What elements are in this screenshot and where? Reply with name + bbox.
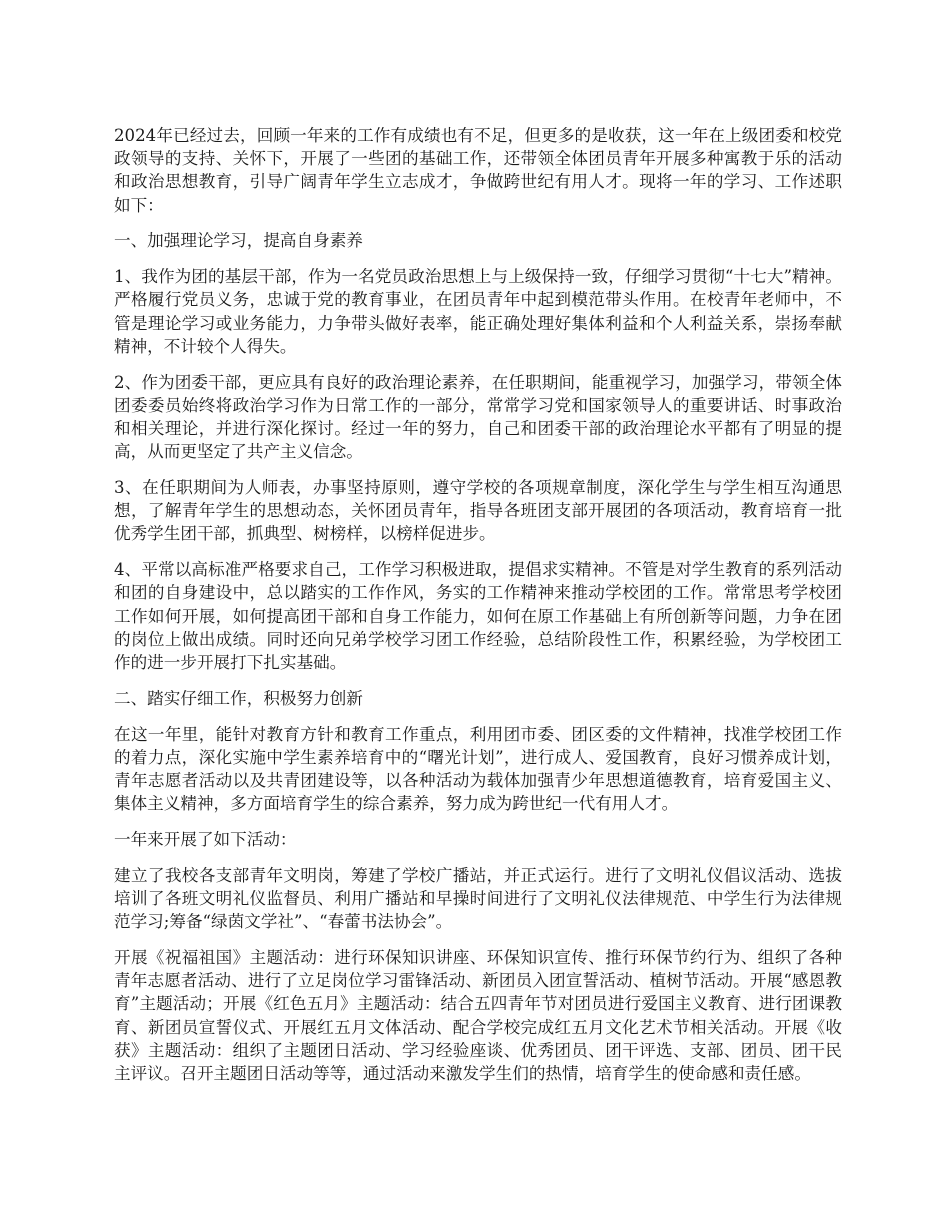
section-heading-2: 二、踏实仔细工作，积极努力创新 bbox=[114, 688, 363, 708]
paragraph-item-4: 4、平常以高标准严格要求自己，工作学习积极进取，提倡求实精神。不管是对学生教育的系列活动和团的自身建设中，总以踏实的工作作风，务实的工作精神来推动学校团的工作。常常思考学校团工作如何开展，如何提高团干部和自身工作能力，如何在原工作基础上有所创新等问题，力争在团的岗位上做出成绩。同时还向兄弟学校学习团工作经验，总结阶段性工作，积累经验，为学校团工作的进一步开展打下扎实基础。 bbox=[114, 560, 842, 673]
document-body bbox=[114, 124, 842, 1098]
intro-paragraph: 2024年已经过去，回顾一年来的工作有成绩也有不足，但更多的是收获，这一年在上级团委和校党政领导的支持、关怀下，开展了一些团的基础工作，还带领全体团员青年开展多种寓教于乐的活动和政治思想教育，引导广阔青年学生立志成才，争做跨世纪有用人才。现将一年的学习、工作述职如下： bbox=[114, 126, 842, 215]
activities-paragraph-1: 建立了我校各支部青年文明岗，筹建了学校广播站，并正式运行。进行了文明礼仪倡议活动、选拔培训了各班文明礼仪监督员、利用广播站和早操时间进行了文明礼仪法律规范、中学生行为法律规范学习;筹备“绿茵文学社”、“春蕾书法协会”。 bbox=[114, 865, 842, 932]
section-2-paragraph: 在这一年里，能针对教育方针和教育工作重点，利用团市委、团区委的文件精神，找准学校团工作的着力点，深化实施中学生素养培育中的“曙光计划”，进行成人、爱国教育，良好习惯养成计划，青年志愿者活动以及共青团建设等，以各种活动为载体加强青少年思想道德教育，培育爱国主义、集体主义精神，多方面培育学生的综合素养，努力成为跨世纪一代有用人才。 bbox=[114, 724, 842, 814]
activities-intro: 一年来开展了如下活动： bbox=[114, 830, 297, 850]
section-heading-1: 一、加强理论学习，提高自身素养 bbox=[114, 231, 363, 251]
paragraph-item-1: 1、我作为团的基层干部，作为一名党员政治思想上与上级保持一致，仔细学习贯彻“十七大”精神。严格履行党员义务，忠诚于党的教育事业，在团员青年中起到模范带头作用。在校青年老师中，不管是理论学习或业务能力，力争带头做好表率，能正确处理好集体利益和个人利益关系，崇扬奉献精神，不计较个人得失。 bbox=[114, 267, 842, 356]
activities-paragraph-2: 开展《祝福祖国》主题活动：进行环保知识讲座、环保知识宣传、推行环保节约行为、组织了各种青年志愿者活动、进行了立足岗位学习雷锋活动、新团员入团宣誓活动、植树节活动。开展“感恩教育”主题活动；开展《红色五月》主题活动：结合五四青年节对团员进行爱国主义教育、进行团课教育、新团员宣誓仪式、开展红五月文体活动、配合学校完成红五月文化艺术节相关活动。开展《收获》主题活动：组织了主题团日活动、学习经验座谈、优秀团员、团干评选、支部、团员、团干民主评议。召开主题团日活动等等，通过活动来激发学生们的热情，培育学生的使命感和责任感。 bbox=[114, 948, 842, 1084]
paragraph-item-3: 3、在任职期间为人师表，办事坚持原则，遵守学校的各项规章制度，深化学生与学生相互沟通思想，了解青年学生的思想动态，关怀团员青年，指导各班团支部开展团的各项活动，教育培育一批优秀学生团干部，抓典型、树榜样，以榜样促进步。 bbox=[114, 478, 842, 544]
paragraph-item-2: 2、作为团委干部，更应具有良好的政治理论素养，在任职期间，能重视学习，加强学习，带领全体团委委员始终将政治学习作为日常工作的一部分，常常学习党和国家领导人的重要讲话、时事政治和相关理论，并进行深化探讨。经过一年的努力，自己和团委干部的政治理论水平都有了明显的提高，从而更坚定了共产主义信念。 bbox=[114, 372, 842, 462]
